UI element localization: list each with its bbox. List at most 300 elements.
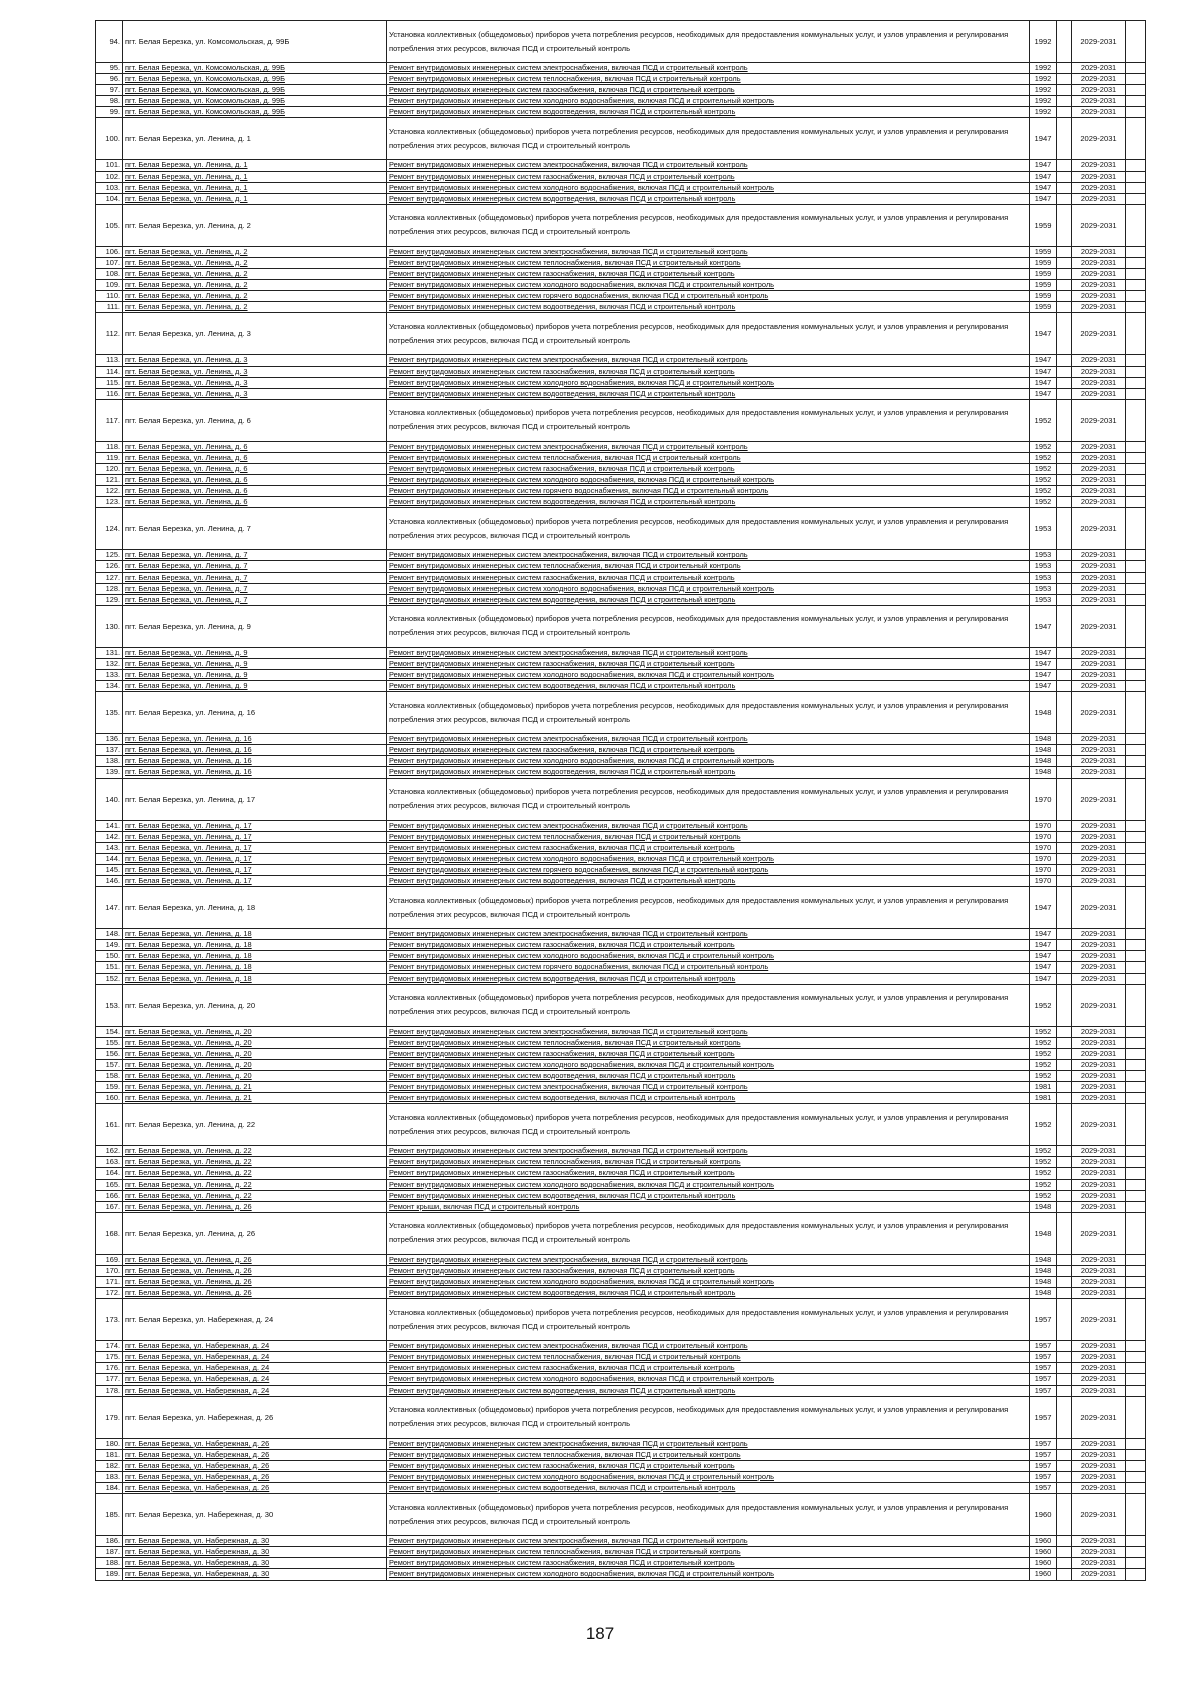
table-row [96, 1254, 1146, 1265]
row-number: 156. [96, 1048, 123, 1059]
blank-cell [1126, 681, 1146, 692]
build-year-cell: 1960 [1030, 1569, 1057, 1580]
locality-text: пгт. Белая Березка, [125, 1341, 194, 1351]
build-year-cell: 1957 [1030, 1396, 1057, 1438]
period-cell: 2029-2031 [1072, 594, 1126, 605]
table-row [96, 1374, 1146, 1385]
blank-cell [1126, 745, 1146, 756]
table-row [96, 583, 1146, 594]
row-number: 94. [96, 21, 123, 63]
blank-cell [1057, 85, 1072, 96]
work-type-cell: Установка коллективных (общедомовых) приборов учета потребления ресурсов, необходимых для предоставления коммунальных услуг, и узлов управления и регулирования потребления этих ресурсов, включая ПСД и строительный контроль [387, 887, 1030, 929]
period-cell: 2029-2031 [1072, 1352, 1126, 1363]
blank-cell [1126, 280, 1146, 291]
locality-text: пгт. Белая Березка, [125, 96, 194, 106]
address-cell [123, 377, 387, 388]
street-address-text: ул. Комсомольская, д. 99Б [193, 63, 285, 72]
locality-text: пгт. Белая Березка, [125, 1277, 194, 1286]
street-address-text: ул. Ленина, д. 16 [193, 734, 252, 744]
build-year-cell: 1947 [1030, 940, 1057, 951]
table-row [96, 160, 1146, 171]
work-type-cell: Установка коллективных (общедомовых) приборов учета потребления ресурсов, необходимых для предоставления коммунальных услуг, и узлов управления и регулирования потребления этих ресурсов, включая ПСД и строительный контроль [387, 508, 1030, 550]
row-number: 170. [96, 1265, 123, 1276]
build-year-cell: 1952 [1030, 1146, 1057, 1157]
work-type-cell: Ремонт внутридомовых инженерных систем электроснабжения, включая ПСД и строительный контроль [387, 441, 1030, 452]
blank-cell [1057, 1494, 1072, 1536]
address-cell [123, 1190, 387, 1201]
build-year-cell: 1948 [1030, 734, 1057, 745]
period-cell: 2029-2031 [1072, 778, 1126, 820]
row-number: 151. [96, 962, 123, 973]
table-row [96, 302, 1146, 313]
row-number: 186. [96, 1536, 123, 1547]
table-row [96, 171, 1146, 182]
period-cell: 2029-2031 [1072, 366, 1126, 377]
period-cell: 2029-2031 [1072, 355, 1126, 366]
address-cell [123, 302, 387, 313]
street-address-text: ул. Набережная, д. 24 [193, 1374, 270, 1384]
locality-text: пгт. Белая Березка, [125, 1547, 194, 1557]
build-year-cell: 1952 [1030, 452, 1057, 463]
row-number: 148. [96, 929, 123, 940]
blank-cell [1057, 1460, 1072, 1471]
street-address-text: ул. Ленина, д. 9 [193, 681, 248, 691]
blank-cell [1126, 1212, 1146, 1254]
period-cell: 2029-2031 [1072, 984, 1126, 1026]
blank-cell [1057, 280, 1072, 291]
table-row [96, 605, 1146, 647]
period-cell: 2029-2031 [1072, 21, 1126, 63]
work-type-cell: Установка коллективных (общедомовых) приборов учета потребления ресурсов, необходимых для предоставления коммунальных услуг, и узлов управления и регулирования потребления этих ресурсов, включая ПСД и строительный контроль [387, 313, 1030, 355]
table-row [96, 1212, 1146, 1254]
address-cell [123, 486, 387, 497]
blank-cell [1057, 1146, 1072, 1157]
blank-cell [1126, 778, 1146, 820]
work-type-cell: Ремонт внутридомовых инженерных систем газоснабжения, включая ПСД и строительный контроль [387, 658, 1030, 669]
locality-text: пгт. Белая Березка, [125, 1157, 194, 1167]
work-type-cell: Ремонт внутридомовых инженерных систем теплоснабжения, включая ПСД и строительный контроль [387, 74, 1030, 85]
blank-cell [1126, 63, 1146, 74]
work-type-cell: Ремонт внутридомовых инженерных систем газоснабжения, включая ПСД и строительный контроль [387, 572, 1030, 583]
build-year-cell: 1947 [1030, 366, 1057, 377]
blank-cell [1057, 984, 1072, 1026]
locality-text: пгт. Белая Березка, [125, 670, 194, 679]
row-number: 176. [96, 1363, 123, 1374]
period-cell: 2029-2031 [1072, 1201, 1126, 1212]
table-row [96, 280, 1146, 291]
build-year-cell: 1948 [1030, 1265, 1057, 1276]
row-number: 182. [96, 1460, 123, 1471]
blank-cell [1057, 1558, 1072, 1569]
address-cell [123, 1363, 387, 1374]
blank-cell [1057, 853, 1072, 864]
work-type-cell: Ремонт внутридомовых инженерных систем холодного водоснабжения, включая ПСД и строительный контроль [387, 583, 1030, 594]
row-number: 163. [96, 1157, 123, 1168]
street-address-text: ул. Ленина, д. 26 [193, 1201, 252, 1211]
street-address-text: ул. Ленина, д. 22 [193, 1179, 252, 1189]
blank-cell [1126, 193, 1146, 204]
street-address-text: ул. Набережная, д. 30 [195, 1510, 274, 1520]
blank-cell [1126, 1026, 1146, 1037]
blank-cell [1057, 1374, 1072, 1385]
blank-cell [1126, 1093, 1146, 1104]
work-type-cell: Ремонт внутридомовых инженерных систем теплоснабжения, включая ПСД и строительный контроль [387, 1547, 1030, 1558]
locality-text: пгт. Белая Березка, [125, 940, 194, 950]
street-address-text: ул. Ленина, д. 20 [193, 1026, 252, 1036]
address-cell [123, 831, 387, 842]
row-number: 102. [96, 171, 123, 182]
locality-text: пгт. Белая Березка, [125, 388, 194, 398]
blank-cell [1126, 1396, 1146, 1438]
period-cell: 2029-2031 [1072, 767, 1126, 778]
period-cell: 2029-2031 [1072, 831, 1126, 842]
locality-text: пгт. Белая Березка, [125, 1179, 194, 1189]
street-address-text: ул. Ленина, д. 21 [193, 1082, 252, 1092]
build-year-cell: 1957 [1030, 1471, 1057, 1482]
row-number: 145. [96, 864, 123, 875]
locality-text: пгт. Белая Березка, [125, 1037, 194, 1047]
build-year-cell: 1952 [1030, 1168, 1057, 1179]
table-row [96, 647, 1146, 658]
work-type-cell: Ремонт внутридомовых инженерных систем горячего водоснабжения, включая ПСД и строительный контроль [387, 486, 1030, 497]
work-type-cell: Ремонт внутридомовых инженерных систем газоснабжения, включая ПСД и строительный контроль [387, 269, 1030, 280]
table-row [96, 1048, 1146, 1059]
blank-cell [1126, 1201, 1146, 1212]
period-cell: 2029-2031 [1072, 1396, 1126, 1438]
locality-text: пгт. Белая Березка, [125, 269, 194, 279]
row-number: 174. [96, 1341, 123, 1352]
table-row [96, 756, 1146, 767]
table-row [96, 1483, 1146, 1494]
period-cell: 2029-2031 [1072, 1168, 1126, 1179]
locality-text: пгт. Белая Березка, [125, 1201, 194, 1211]
build-year-cell: 1957 [1030, 1352, 1057, 1363]
period-cell: 2029-2031 [1072, 1385, 1126, 1396]
blank-cell [1126, 1179, 1146, 1190]
blank-cell [1126, 1070, 1146, 1081]
locality-text: пгт. Белая Березка, [125, 820, 194, 830]
street-address-text: ул. Ленина, д. 2 [193, 257, 248, 267]
street-address-text: ул. Ленина, д. 3 [193, 388, 248, 398]
row-number: 97. [96, 85, 123, 96]
row-number: 117. [96, 399, 123, 441]
row-number: 121. [96, 475, 123, 486]
row-number: 166. [96, 1190, 123, 1201]
build-year-cell: 1952 [1030, 475, 1057, 486]
build-year-cell: 1948 [1030, 1288, 1057, 1299]
table-row [96, 388, 1146, 399]
period-cell: 2029-2031 [1072, 204, 1126, 246]
work-type-cell: Установка коллективных (общедомовых) приборов учета потребления ресурсов, необходимых для предоставления коммунальных услуг, и узлов управления и регулирования потребления этих ресурсов, включая ПСД и строительный контроль [387, 778, 1030, 820]
street-address-text: ул. Ленина, д. 22 [193, 1146, 252, 1156]
period-cell: 2029-2031 [1072, 486, 1126, 497]
work-type-cell: Ремонт внутридомовых инженерных систем холодного водоснабжения, включая ПСД и строительный контроль [387, 853, 1030, 864]
period-cell: 2029-2031 [1072, 497, 1126, 508]
locality-text: пгт. Белая Березка, [125, 1093, 194, 1103]
address-cell [123, 193, 387, 204]
table-row [96, 984, 1146, 1026]
row-number: 113. [96, 355, 123, 366]
blank-cell [1057, 670, 1072, 681]
table-row [96, 313, 1146, 355]
address-cell [123, 658, 387, 669]
period-cell: 2029-2031 [1072, 313, 1126, 355]
period-cell: 2029-2031 [1072, 302, 1126, 313]
blank-cell [1126, 756, 1146, 767]
build-year-cell: 1953 [1030, 508, 1057, 550]
row-number: 173. [96, 1299, 123, 1341]
street-address-text: ул. Ленина, д. 17 [193, 842, 252, 852]
build-year-cell: 1959 [1030, 257, 1057, 268]
blank-cell [1126, 658, 1146, 669]
table-row [96, 951, 1146, 962]
period-cell: 2029-2031 [1072, 63, 1126, 74]
blank-cell [1126, 572, 1146, 583]
address-cell [123, 313, 387, 355]
locality-text: пгт. Белая Березка, [125, 572, 194, 582]
period-cell: 2029-2031 [1072, 463, 1126, 474]
address-cell [123, 1201, 387, 1212]
blank-cell [1057, 1190, 1072, 1201]
locality-text: пгт. Белая Березка, [125, 842, 194, 852]
locality-text: пгт. Белая Березка, [125, 497, 194, 507]
blank-cell [1126, 605, 1146, 647]
locality-text: пгт. Белая Березка, [125, 1510, 196, 1520]
table-row [96, 1299, 1146, 1341]
work-type-cell: Ремонт внутридомовых инженерных систем газоснабжения, включая ПСД и строительный контроль [387, 171, 1030, 182]
build-year-cell: 1957 [1030, 1483, 1057, 1494]
work-type-cell: Ремонт внутридомовых инженерных систем водоотведения, включая ПСД и строительный контроль [387, 1070, 1030, 1081]
address-cell [123, 96, 387, 107]
locality-text: пгт. Белая Березка, [125, 1558, 194, 1568]
table-row [96, 842, 1146, 853]
build-year-cell: 1948 [1030, 767, 1057, 778]
address-cell [123, 1569, 387, 1580]
work-type-cell: Ремонт внутридомовых инженерных систем электроснабжения, включая ПСД и строительный контроль [387, 1536, 1030, 1547]
build-year-cell: 1947 [1030, 658, 1057, 669]
street-address-text: ул. Набережная, д. 30 [193, 1547, 270, 1557]
work-type-cell: Ремонт внутридомовых инженерных систем теплоснабжения, включая ПСД и строительный контроль [387, 561, 1030, 572]
work-type-cell: Ремонт внутридомовых инженерных систем электроснабжения, включая ПСД и строительный контроль [387, 1146, 1030, 1157]
build-year-cell: 1970 [1030, 842, 1057, 853]
street-address-text: ул. Ленина, д. 6 [195, 415, 251, 425]
blank-cell [1126, 1558, 1146, 1569]
locality-text: пгт. Белая Березка, [125, 280, 194, 290]
locality-text: пгт. Белая Березка, [125, 134, 196, 144]
address-cell [123, 864, 387, 875]
street-address-text: ул. Ленина, д. 1 [193, 160, 248, 170]
row-number: 130. [96, 605, 123, 647]
table-row [96, 1277, 1146, 1288]
blank-cell [1126, 1471, 1146, 1482]
locality-text: пгт. Белая Березка, [125, 160, 194, 170]
work-type-cell: Ремонт внутридомовых инженерных систем электроснабжения, включая ПСД и строительный контроль [387, 160, 1030, 171]
street-address-text: ул. Ленина, д. 26 [193, 1265, 252, 1275]
row-number: 95. [96, 63, 123, 74]
table-row [96, 1352, 1146, 1363]
work-type-cell: Ремонт внутридомовых инженерных систем водоотведения, включая ПСД и строительный контроль [387, 681, 1030, 692]
address-cell [123, 1179, 387, 1190]
locality-text: пгт. Белая Березка, [125, 1363, 194, 1373]
address-cell [123, 778, 387, 820]
locality-text: пгт. Белая Березка, [125, 681, 194, 691]
work-type-cell: Ремонт внутридомовых инженерных систем водоотведения, включая ПСД и строительный контроль [387, 767, 1030, 778]
blank-cell [1057, 940, 1072, 951]
blank-cell [1057, 204, 1072, 246]
street-address-text: ул. Ленина, д. 2 [193, 280, 248, 290]
address-cell [123, 257, 387, 268]
address-cell [123, 572, 387, 583]
build-year-cell: 1953 [1030, 594, 1057, 605]
row-number: 103. [96, 182, 123, 193]
blank-cell [1057, 475, 1072, 486]
row-number: 178. [96, 1385, 123, 1396]
blank-cell [1057, 572, 1072, 583]
street-address-text: ул. Набережная, д. 24 [195, 1315, 274, 1325]
locality-text: пгт. Белая Березка, [125, 1228, 196, 1238]
build-year-cell: 1952 [1030, 497, 1057, 508]
period-cell: 2029-2031 [1072, 160, 1126, 171]
locality-text: пгт. Белая Березка, [125, 1569, 194, 1579]
blank-cell [1057, 681, 1072, 692]
period-cell: 2029-2031 [1072, 257, 1126, 268]
table-row [96, 1363, 1146, 1374]
work-type-cell: Установка коллективных (общедомовых) приборов учета потребления ресурсов, необходимых для предоставления коммунальных услуг, и узлов управления и регулирования потребления этих ресурсов, включая ПСД и строительный контроль [387, 21, 1030, 63]
blank-cell [1057, 692, 1072, 734]
address-cell [123, 670, 387, 681]
period-cell: 2029-2031 [1072, 118, 1126, 160]
blank-cell [1057, 1059, 1072, 1070]
row-number: 112. [96, 313, 123, 355]
period-cell: 2029-2031 [1072, 1449, 1126, 1460]
table-row [96, 820, 1146, 831]
address-cell [123, 1093, 387, 1104]
address-cell [123, 756, 387, 767]
blank-cell [1057, 1277, 1072, 1288]
period-cell: 2029-2031 [1072, 1265, 1126, 1276]
period-cell: 2029-2031 [1072, 96, 1126, 107]
address-cell [123, 1070, 387, 1081]
locality-text: пгт. Белая Березка, [125, 962, 194, 972]
work-type-cell: Ремонт внутридомовых инженерных систем горячего водоснабжения, включая ПСД и строительный контроль [387, 291, 1030, 302]
work-type-cell: Ремонт внутридомовых инженерных систем горячего водоснабжения, включая ПСД и строительный контроль [387, 864, 1030, 875]
period-cell: 2029-2031 [1072, 1438, 1126, 1449]
work-type-cell: Ремонт внутридомовых инженерных систем холодного водоснабжения, включая ПСД и строительный контроль [387, 1471, 1030, 1482]
work-type-cell: Ремонт внутридомовых инженерных систем водоотведения, включая ПСД и строительный контроль [387, 594, 1030, 605]
locality-text: пгт. Белая Березка, [125, 366, 194, 376]
address-cell [123, 984, 387, 1026]
row-number: 100. [96, 118, 123, 160]
address-cell [123, 269, 387, 280]
locality-text: пгт. Белая Березка, [125, 85, 194, 95]
blank-cell [1057, 508, 1072, 550]
blank-cell [1057, 1048, 1072, 1059]
row-number: 179. [96, 1396, 123, 1438]
build-year-cell: 1947 [1030, 647, 1057, 658]
locality-text: пгт. Белая Березка, [125, 182, 194, 192]
period-cell: 2029-2031 [1072, 1082, 1126, 1093]
table-row [96, 74, 1146, 85]
blank-cell [1057, 441, 1072, 452]
address-cell [123, 842, 387, 853]
build-year-cell: 1957 [1030, 1449, 1057, 1460]
table-row [96, 973, 1146, 984]
row-number: 111. [96, 302, 123, 313]
table-row [96, 1569, 1146, 1580]
build-year-cell: 1960 [1030, 1558, 1057, 1569]
row-number: 129. [96, 594, 123, 605]
register-rows [96, 21, 1146, 1581]
build-year-cell: 1992 [1030, 21, 1057, 63]
work-type-cell: Ремонт внутридомовых инженерных систем холодного водоснабжения, включая ПСД и строительный контроль [387, 1569, 1030, 1580]
table-row [96, 1026, 1146, 1037]
period-cell: 2029-2031 [1072, 864, 1126, 875]
table-row [96, 1201, 1146, 1212]
locality-text: пгт. Белая Березка, [125, 257, 194, 267]
blank-cell [1126, 692, 1146, 734]
blank-cell [1126, 508, 1146, 550]
address-cell [123, 1558, 387, 1569]
work-type-cell: Ремонт крыши, включая ПСД и строительный контроль [387, 1201, 1030, 1212]
table-row [96, 1037, 1146, 1048]
period-cell: 2029-2031 [1072, 842, 1126, 853]
table-row [96, 887, 1146, 929]
work-type-cell: Ремонт внутридомовых инженерных систем газоснабжения, включая ПСД и строительный контроль [387, 842, 1030, 853]
address-cell [123, 463, 387, 474]
table-row [96, 1265, 1146, 1276]
work-type-cell: Ремонт внутридомовых инженерных систем электроснабжения, включая ПСД и строительный контроль [387, 1438, 1030, 1449]
address-cell [123, 441, 387, 452]
blank-cell [1057, 291, 1072, 302]
blank-cell [1126, 1190, 1146, 1201]
build-year-cell: 1953 [1030, 561, 1057, 572]
build-year-cell: 1947 [1030, 182, 1057, 193]
work-type-cell: Ремонт внутридомовых инженерных систем водоотведения, включая ПСД и строительный контроль [387, 1288, 1030, 1299]
blank-cell [1126, 246, 1146, 257]
build-year-cell: 1947 [1030, 887, 1057, 929]
row-number: 125. [96, 550, 123, 561]
blank-cell [1126, 1254, 1146, 1265]
blank-cell [1126, 1059, 1146, 1070]
period-cell: 2029-2031 [1072, 1093, 1126, 1104]
table-row [96, 1341, 1146, 1352]
build-year-cell: 1970 [1030, 778, 1057, 820]
build-year-cell: 1952 [1030, 1037, 1057, 1048]
blank-cell [1057, 452, 1072, 463]
period-cell: 2029-2031 [1072, 1363, 1126, 1374]
blank-cell [1057, 831, 1072, 842]
blank-cell [1057, 1363, 1072, 1374]
table-row [96, 550, 1146, 561]
locality-text: пгт. Белая Березка, [125, 475, 194, 485]
blank-cell [1126, 355, 1146, 366]
row-number: 158. [96, 1070, 123, 1081]
row-number: 154. [96, 1026, 123, 1037]
address-cell [123, 734, 387, 745]
period-cell: 2029-2031 [1072, 1146, 1126, 1157]
blank-cell [1126, 1569, 1146, 1580]
address-cell [123, 594, 387, 605]
locality-text: пгт. Белая Березка, [125, 452, 194, 462]
street-address-text: ул. Ленина, д. 2 [193, 291, 248, 301]
blank-cell [1126, 171, 1146, 182]
row-number: 133. [96, 670, 123, 681]
period-cell: 2029-2031 [1072, 1536, 1126, 1547]
blank-cell [1057, 962, 1072, 973]
blank-cell [1126, 1299, 1146, 1341]
locality-text: пгт. Белая Березка, [125, 1412, 196, 1422]
period-cell: 2029-2031 [1072, 193, 1126, 204]
